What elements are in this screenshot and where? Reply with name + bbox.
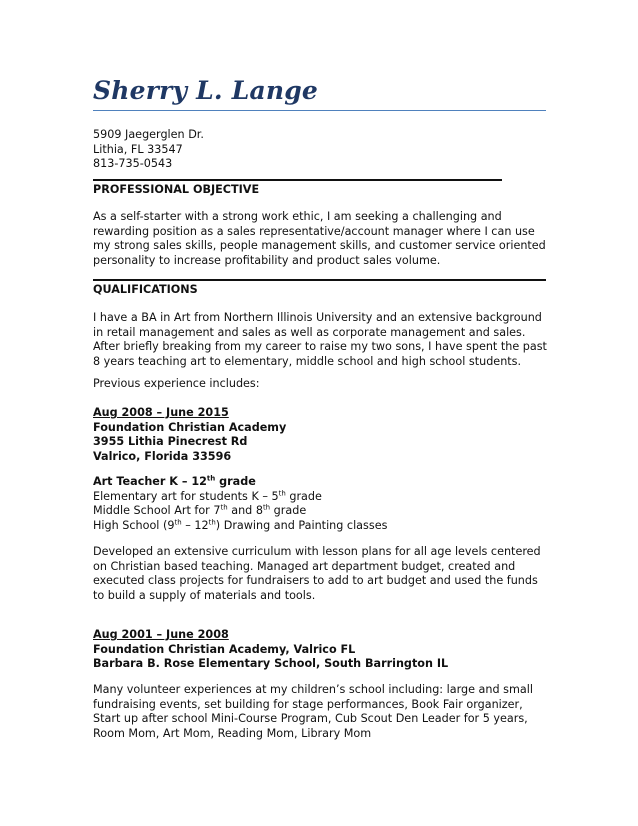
contact-block — [93, 128, 204, 172]
objective-divider — [93, 179, 502, 181]
job1-title: Art Teacher K – 12th grade — [93, 474, 256, 488]
previous-experience-label — [93, 377, 260, 392]
objective-text: As a self-starter with a strong work ethic, I am seeking a challenging and rewarding position as a sales representative/account manager where I can use my strong sales skills, people management skills, and customer service oriented personality to increase profitability and product sales volume. — [93, 210, 546, 267]
job1-city: Valrico, Florida 33596 — [93, 449, 232, 463]
job2-organization-1: Foundation Christian Academy, Valrico FL — [93, 642, 356, 656]
job2-header — [93, 628, 448, 672]
qualifications-intro: I have a BA in Art from Northern Illinois University and an extensive background in retail management and sales as well as corporate management and sales. After briefly breaking from my career to raise my two sons, I have spent the past 8 years teaching art to elementary, middle school and high school students. — [93, 311, 547, 368]
job2-description: Many volunteer experiences at my children’s school including: large and small fundraising events, set building for stage performances, Book Fair organizer, Start up after school Mini-Course Program, Cub Scout Den Leader for 5 years, Room Mom, Art Mom, Reading Mom, Library Mom — [93, 683, 533, 740]
address-line-1: 5909 Jaegerglen Dr. — [93, 128, 204, 141]
job1-elementary: Elementary art for students K – 5th grade — [93, 488, 322, 503]
name-divider — [93, 110, 546, 111]
job1-header — [93, 406, 286, 464]
previous-experience-text: Previous experience includes: — [93, 377, 260, 390]
job1-description: Developed an extensive curriculum with lesson plans for all age levels centered on Christian based teaching. Managed art department budget, created and executed class projects for fundraisers to add to art budget and used the funds to build a supply of materials and tools. — [93, 545, 541, 602]
qualifications-heading: QUALIFICATIONS — [93, 283, 198, 296]
job2-organization-2: Barbara B. Rose Elementary School, South Barrington IL — [93, 657, 449, 671]
address-line-2: Lithia, FL 33547 — [93, 142, 183, 156]
phone-number: 813-735-0543 — [93, 157, 173, 171]
job1-roles — [93, 475, 387, 533]
job1-street: 3955 Lithia Pinecrest Rd — [93, 435, 248, 449]
resume-name: Sherry L. Lange — [93, 76, 319, 105]
job2-dates: Aug 2001 – June 2008 — [93, 628, 229, 641]
qualifications-divider — [93, 279, 546, 281]
job1-dates: Aug 2008 – June 2015 — [93, 406, 229, 419]
objective-heading: PROFESSIONAL OBJECTIVE — [93, 183, 260, 196]
job1-high: High School (9th – 12th) Drawing and Painting classes — [93, 518, 388, 532]
job1-middle: Middle School Art for 7th and 8th grade — [93, 503, 307, 518]
job1-organization: Foundation Christian Academy — [93, 420, 287, 434]
